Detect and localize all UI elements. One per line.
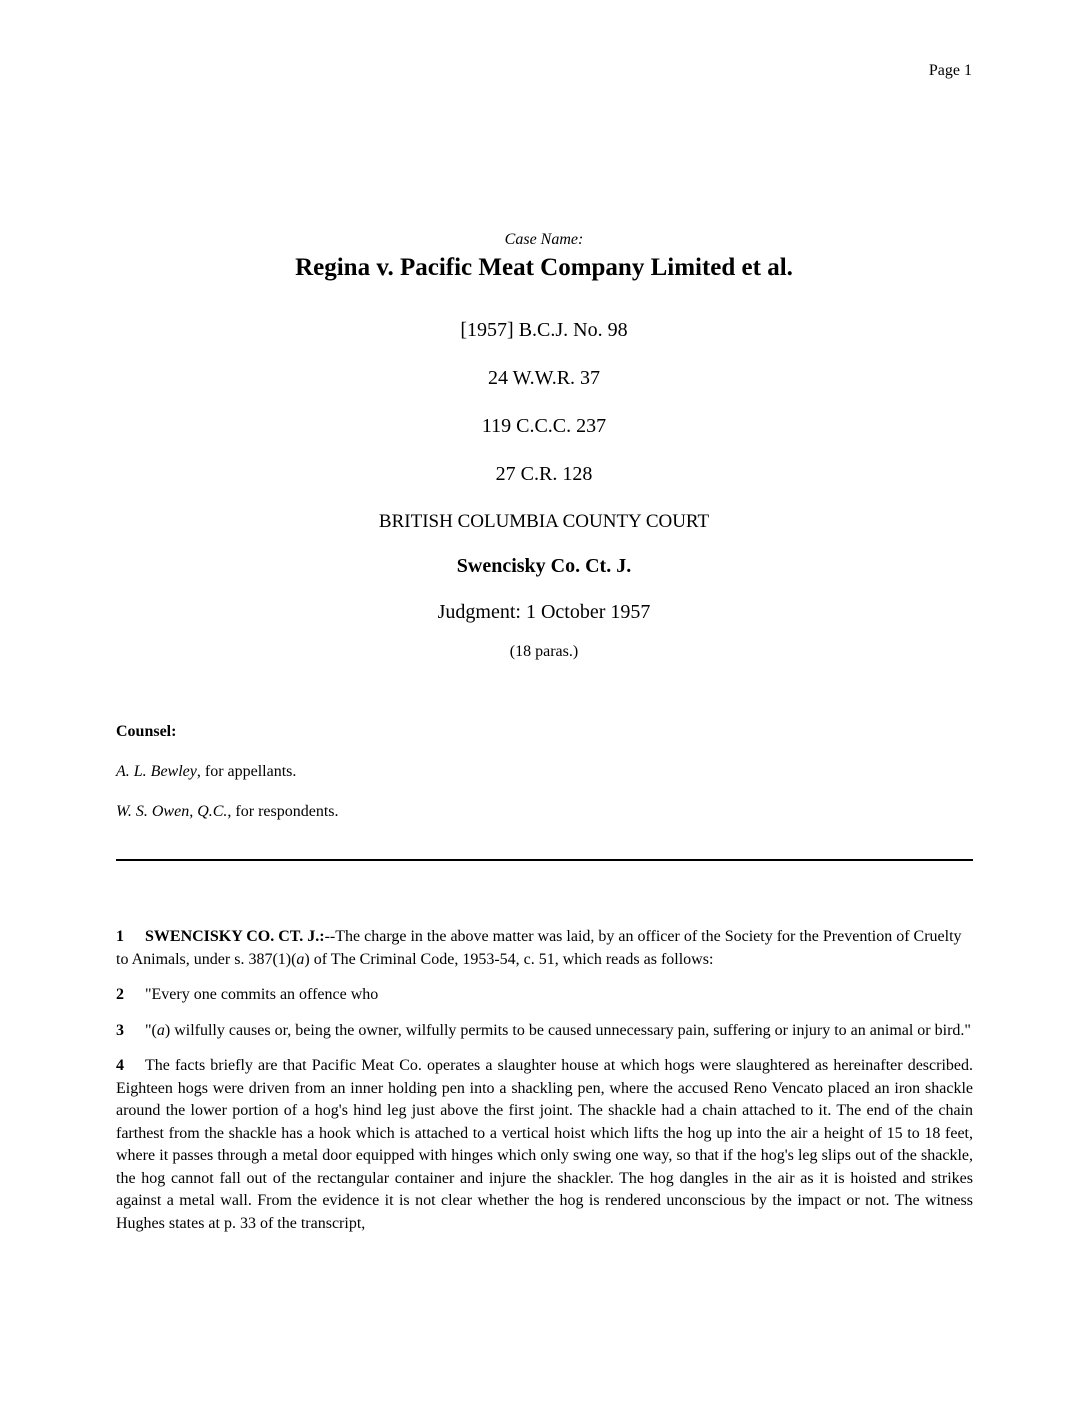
counsel-heading: Counsel: [116, 723, 177, 740]
paragraph-number: 2 [116, 986, 124, 1003]
counsel-role: , for appellants. [196, 763, 297, 780]
citation: 119 C.C.C. 237 [481, 415, 607, 437]
paragraph-number: 1 [116, 928, 124, 945]
paragraph-1 [116, 926, 973, 971]
page-number: Page 1 [928, 62, 972, 79]
court-name: BRITISH COLUMBIA COUNTY COURT [378, 511, 710, 532]
case-title: Regina v. Pacific Meat Company Limited et al. [295, 254, 793, 281]
counsel-role: , for respondents. [227, 803, 339, 820]
citation-list [0, 318, 1088, 486]
paragraph-text: The facts briefly are that Pacific Meat Co. operates a slaughter house at which hogs were slaughtered as hereinafter described. Eighteen hogs were driven from an inner holding pen into a shackling pen, where the accused Reno Vencato placed an iron shackle around the lower portion of a hog's hind leg just above the first joint. The shackle had a chain attached to it. The end of the chain farthest from the shackle has a hook which is attached to a vertical hoist which lifts the hog up into the air a height of 15 to 18 feet, where it passes through a metal door equipped with hinges which only swing one way, so that if the hog's leg slips out of the shackle, the hog cannot fall out of the rectangular container and injure the shackler. The hog dangles in the air as it is hoisted and strikes against a metal wall. From the evidence it is not clear whether the hog is rendered unconscious by the impact or not. The witness Hughes states at p. 33 of the transcript, [116, 1057, 973, 1232]
paragraph-text: "Every one commits an offence who [145, 986, 379, 1003]
counsel-section [116, 722, 976, 842]
judgment-date: Judgment: 1 October 1957 [437, 601, 651, 623]
citation: 24 W.W.R. 37 [487, 367, 601, 389]
citation: [1957] B.C.J. No. 98 [460, 319, 628, 341]
paragraph-text: "( [145, 1021, 157, 1039]
counsel-respondents [116, 802, 976, 822]
counsel-appellants [116, 762, 976, 782]
paragraph-italic: a [296, 950, 305, 968]
judgment-body [116, 926, 973, 1248]
paragraph-2 [116, 984, 973, 1007]
paragraph-italic: a [156, 1021, 165, 1039]
paragraph-number: 4 [116, 1057, 124, 1074]
judge-name: Swencisky Co. Ct. J. [456, 555, 632, 577]
counsel-name: A. L. Bewley [116, 763, 197, 780]
paragraph-4 [116, 1055, 973, 1235]
paragraph-3 [116, 1020, 973, 1043]
case-name-label: Case Name: [504, 231, 584, 248]
paragraph-text: --The charge in the above matter was laid, by an officer of the Society for the Prevention of Cruelty to Animals, under s. 387(1)( [116, 928, 962, 968]
judge-lead: SWENCISKY CO. CT. J.: [145, 928, 325, 945]
citation: 27 C.R. 128 [495, 463, 593, 485]
paragraph-text: ) wilfully causes or, being the owner, wilfully permits to be caused unnecessary pain, suffering or injury to an animal or bird." [164, 1021, 971, 1039]
case-header [0, 230, 1088, 662]
section-divider [116, 859, 973, 861]
paragraph-text: ) of The Criminal Code, 1953-54, c. 51, which reads as follows: [304, 950, 714, 968]
paragraph-count: (18 paras.) [509, 643, 579, 660]
counsel-name: W. S. Owen, Q.C. [116, 803, 228, 820]
paragraph-number: 3 [116, 1021, 124, 1039]
